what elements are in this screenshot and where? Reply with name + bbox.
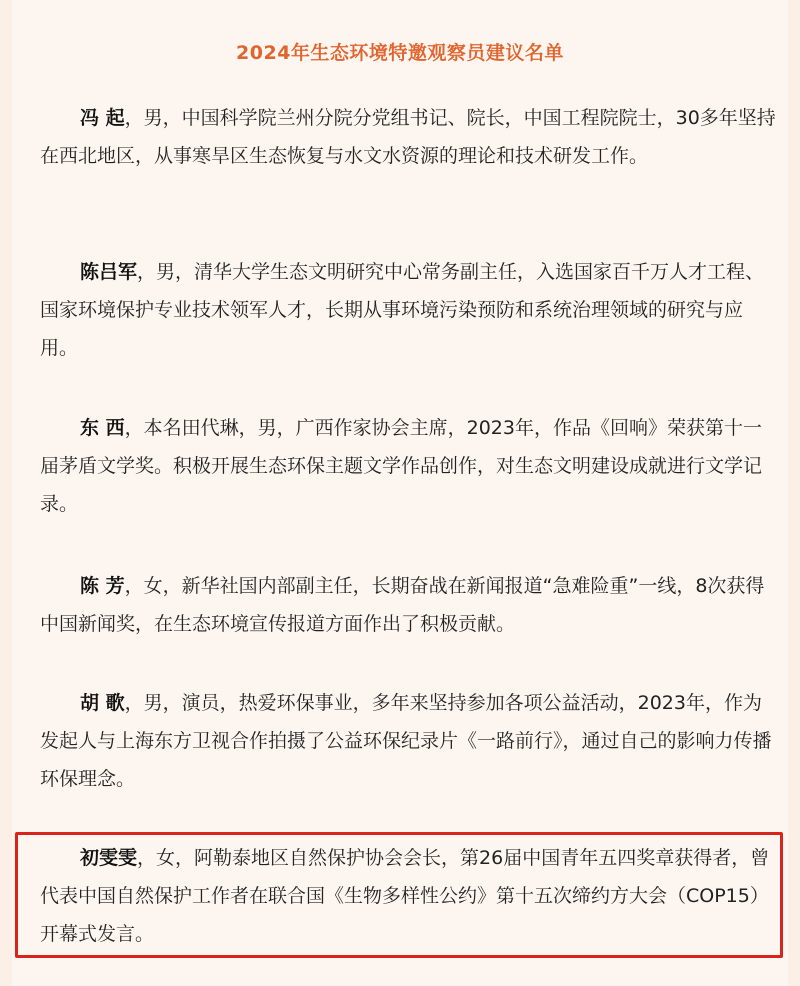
- nominee-name: 陈吕军: [80, 261, 138, 283]
- nominee-entry: [40, 253, 776, 367]
- document-page: [12, 0, 788, 986]
- nominee-entry-highlighted: [40, 839, 776, 953]
- nominee-entry: [40, 567, 776, 643]
- nominee-description: ，女，新华社国内部副主任，长期奋战在新闻报道“急难险重”一线，8次获得中国新闻奖，在生态环境宣传报道方面作出了积极贡献。: [40, 575, 765, 635]
- nominee-description: ，男，演员，热爱环保事业，多年来坚持参加各项公益活动，2023年，作为发起人与上海东方卫视合作拍摄了公益环保纪录片《一路前行》，通过自己的影响力传播环保理念。: [40, 692, 772, 790]
- nominee-name: 初雯雯: [80, 847, 138, 869]
- nominee-entry: [40, 99, 776, 175]
- nominee-description: ，男，中国科学院兰州分院分党组书记、院长，中国工程院院士，30多年坚持在西北地区，从事寒旱区生态恢复与水文水资源的理论和技术研发工作。: [40, 107, 776, 167]
- document-title: 2024年生态环境特邀观察员建议名单: [236, 42, 564, 64]
- nominee-description: ，女，阿勒泰地区自然保护协会会长，第26届中国青年五四奖章获得者，曾代表中国自然保护工作者在联合国《生物多样性公约》第十五次缔约方大会（COP15）开幕式发言。: [40, 847, 770, 945]
- nominee-entry: [40, 409, 776, 523]
- nominee-name: 东 西: [80, 417, 125, 439]
- nominee-name: 冯 起: [80, 107, 125, 129]
- nominee-entry: [40, 684, 776, 798]
- nominee-name: 胡 歌: [80, 692, 125, 714]
- nominee-description: ，本名田代琳，男，广西作家协会主席，2023年，作品《回响》荣获第十一届茅盾文学奖。积极开展生态环保主题文学作品创作，对生态文明建设成就进行文学记录。: [40, 417, 763, 515]
- nominee-name: 陈 芳: [80, 575, 125, 597]
- nominee-description: ，男，清华大学生态文明研究中心常务副主任，入选国家百千万人才工程、国家环境保护专业技术领军人才，长期从事环境污染预防和系统治理领域的研究与应用。: [40, 261, 765, 359]
